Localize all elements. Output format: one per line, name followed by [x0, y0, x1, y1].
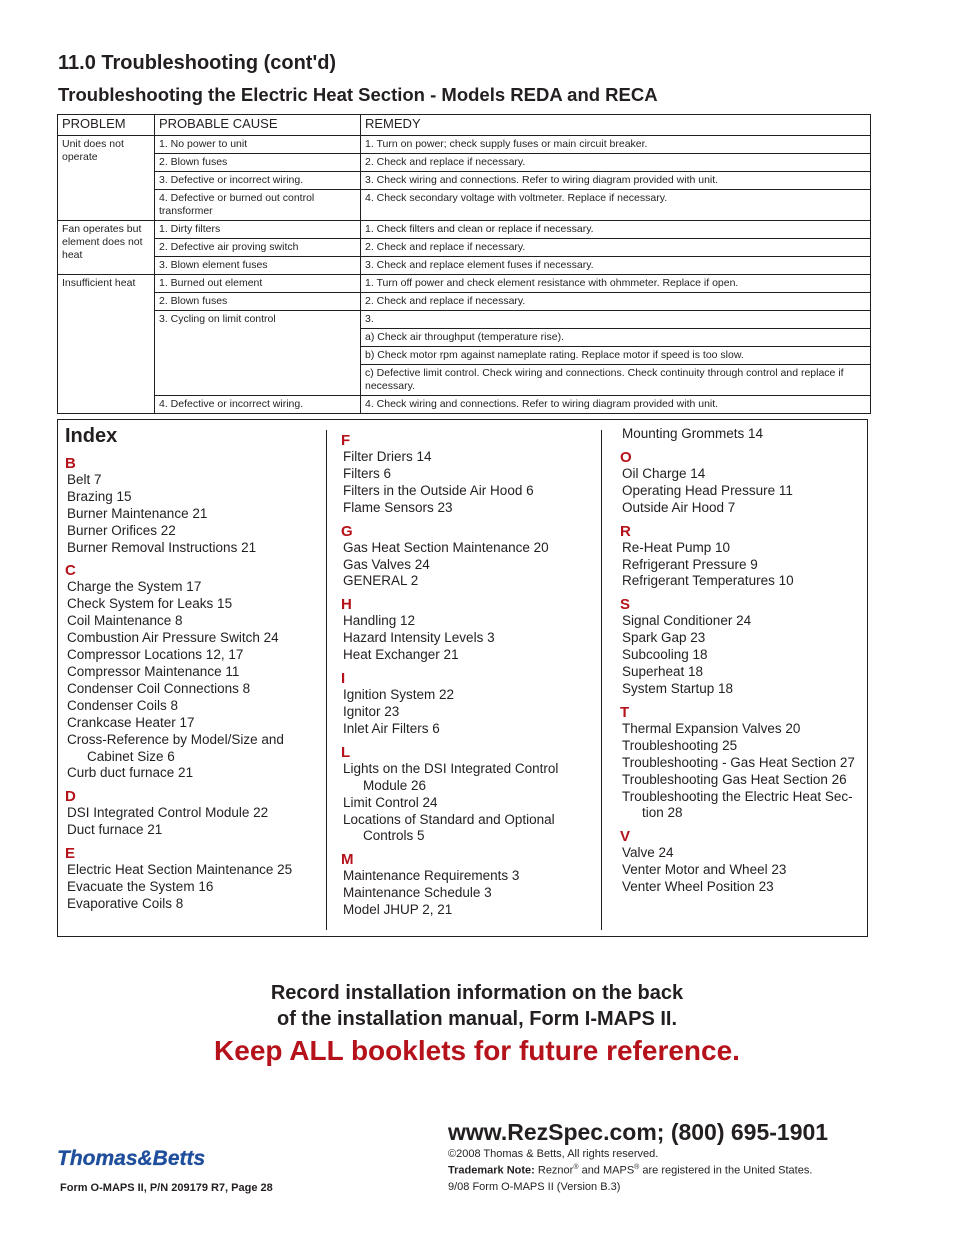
- table-row: [58, 311, 871, 329]
- index-panel: [57, 419, 868, 937]
- index-entry: Burner Orifices 22: [67, 522, 176, 538]
- trademark-note: [448, 1164, 812, 1177]
- copyright-text: ©2008 Thomas & Betts, All rights reserved.: [448, 1148, 659, 1160]
- remedy-cell: b) Check motor rpm against nameplate rating. Replace motor if speed is too slow.: [361, 347, 871, 365]
- index-entry: Evacuate the System 16: [67, 879, 214, 895]
- index-entry: Mounting Grommets 14: [622, 426, 764, 441]
- index-entry: Compressor Locations 12, 17: [67, 647, 244, 663]
- index-entry: Maintenance Schedule 3: [343, 885, 492, 901]
- index-entry: GENERAL 2: [343, 573, 419, 589]
- remedy-cell: 1. Turn off power and check element resistance with ohmmeter. Replace if open.: [361, 275, 871, 293]
- table-row: [58, 190, 871, 221]
- index-entry: Electric Heat Section Maintenance 25: [67, 862, 293, 878]
- index-entry: Ignitor 23: [343, 703, 400, 719]
- index-entry: Heat Exchanger 21: [343, 647, 459, 663]
- table-row: [58, 172, 871, 190]
- index-entry: System Startup 18: [622, 680, 734, 696]
- table-header-cell: PROBABLE CAUSE: [155, 115, 361, 136]
- index-entry: Filters in the Outside Air Hood 6: [343, 482, 534, 498]
- cause-cell: 1. No power to unit: [155, 136, 361, 154]
- index-letter-s: S: [620, 596, 631, 614]
- table-row: [58, 239, 871, 257]
- cause-cell: 3. Defective or incorrect wiring.: [155, 172, 361, 190]
- remedy-cell: 1. Turn on power; check supply fuses or main circuit breaker.: [361, 136, 871, 154]
- index-entry: Burner Removal Instructions 21: [67, 539, 257, 555]
- index-entry: Troubleshooting - Gas Heat Section 27: [622, 754, 855, 770]
- index-entry: Gas Valves 24: [343, 556, 430, 572]
- index-entry: Lights on the DSI Integrated Control Module 26: [343, 760, 559, 793]
- website-phone: www.RezSpec.com; (800) 695-1901: [448, 1119, 829, 1145]
- index-entry: Condenser Coil Connections 8: [67, 680, 251, 696]
- index-entry: Evaporative Coils 8: [67, 895, 184, 911]
- index-entry: Venter Wheel Position 23: [622, 879, 774, 895]
- index-entry: Brazing 15: [67, 488, 132, 504]
- index-entry: Crankcase Heater 17: [67, 714, 195, 730]
- index-title: Index: [65, 425, 118, 447]
- index-entry: Maintenance Requirements 3: [343, 868, 520, 884]
- index-letter-c: C: [65, 562, 76, 580]
- table-header-cell: REMEDY: [361, 115, 871, 136]
- index-entry: Spark Gap 23: [622, 630, 706, 646]
- index-column-3: [620, 420, 865, 896]
- cause-cell: 4. Defective or incorrect wiring.: [155, 396, 361, 414]
- index-entry: Thermal Expansion Valves 20: [622, 720, 801, 736]
- index-column-divider: [326, 430, 327, 930]
- index-entry: Signal Conditioner 24: [622, 613, 752, 629]
- cause-cell: 4. Defective or burned out control transformer: [155, 190, 361, 221]
- problem-cell: Unit does not operate: [58, 136, 155, 221]
- remedy-cell: a) Check air throughput (temperature rise).: [361, 329, 871, 347]
- index-letter-m: M: [341, 851, 354, 869]
- index-entry: Valve 24: [622, 845, 674, 861]
- index-entry: Filter Driers 14: [343, 449, 432, 464]
- index-entry: Refrigerant Pressure 9: [622, 556, 758, 572]
- table-row: [58, 293, 871, 311]
- keep-booklets-notice: Keep ALL booklets for future reference.: [214, 1035, 740, 1066]
- cause-cell: 3. Blown element fuses: [155, 257, 361, 275]
- index-entry: Charge the System 17: [67, 579, 202, 595]
- cause-cell: 2. Blown fuses: [155, 293, 361, 311]
- trademark-text-3: are registered in the United States.: [639, 1164, 813, 1177]
- cause-cell: 1. Dirty filters: [155, 221, 361, 239]
- remedy-cell: 3.: [361, 311, 871, 329]
- remedy-cell: 2. Check and replace if necessary.: [361, 154, 871, 172]
- table-row: [58, 257, 871, 275]
- index-entry: Limit Control 24: [343, 794, 438, 810]
- index-entry: Ignition System 22: [343, 687, 455, 703]
- index-entry: Belt 7: [67, 471, 102, 487]
- index-entry: Check System for Leaks 15: [67, 596, 233, 612]
- table-row: [58, 154, 871, 172]
- cause-cell: 2. Defective air proving switch: [155, 239, 361, 257]
- index-entry: Condenser Coils 8: [67, 697, 179, 713]
- remedy-cell: 1. Check filters and clean or replace if necessary.: [361, 221, 871, 239]
- index-entry: Compressor Maintenance 11: [67, 663, 240, 679]
- index-column-2: [341, 420, 596, 919]
- problem-cell: Insufficient heat: [58, 275, 155, 414]
- logo-text: Thomas&Betts: [57, 1147, 206, 1170]
- version-text: 9/08 Form O-MAPS II (Version B.3): [448, 1181, 621, 1193]
- problem-cell: Fan operates but element does not heat: [58, 221, 155, 275]
- index-letter-b: B: [65, 454, 76, 472]
- index-letter-r: R: [620, 522, 631, 540]
- table-header-row: [58, 115, 871, 136]
- index-entry: Operating Head Pressure 11: [622, 482, 793, 498]
- index-column-divider: [601, 430, 602, 930]
- registered-mark: ®: [573, 1164, 579, 1171]
- remedy-cell: 3. Check wiring and connections. Refer to wiring diagram provided with unit.: [361, 172, 871, 190]
- index-letter-d: D: [65, 788, 76, 806]
- index-letter-f: F: [341, 432, 351, 449]
- index-entry: Superheat 18: [622, 664, 704, 680]
- index-letter-v: V: [620, 828, 631, 846]
- index-entry: Troubleshooting Gas Heat Section 26: [622, 771, 847, 787]
- index-entry: Model JHUP 2, 21: [343, 902, 453, 918]
- index-entry: Outside Air Hood 7: [622, 499, 736, 515]
- remedy-cell: 3. Check and replace element fuses if necessary.: [361, 257, 871, 275]
- table-row: [58, 221, 871, 239]
- index-entry: Re-Heat Pump 10: [622, 539, 731, 555]
- index-entry: Refrigerant Temperatures 10: [622, 573, 794, 589]
- index-entry: Coil Maintenance 8: [67, 613, 183, 629]
- index-entry: Filters 6: [343, 465, 392, 481]
- index-entry: Venter Motor and Wheel 23: [622, 862, 787, 878]
- form-number: Form O-MAPS II, P/N 209179 R7, Page 28: [60, 1182, 273, 1194]
- record-info-line-1: Record installation information on the back: [270, 982, 684, 1004]
- index-entry: Flame Sensors 23: [343, 499, 453, 515]
- index-letter-l: L: [341, 743, 351, 761]
- index-letter-g: G: [341, 522, 353, 540]
- index-letter-h: H: [341, 596, 352, 614]
- remedy-cell: c) Defective limit control. Check wiring and connections. Check continuity through control and replace if necessary.: [361, 365, 871, 396]
- registered-mark: ®: [634, 1164, 640, 1171]
- remedy-cell: 2. Check and replace if necessary.: [361, 293, 871, 311]
- index-letter-i: I: [341, 670, 346, 688]
- index-entry: Duct furnace 21: [67, 822, 163, 838]
- record-info-line-2: of the installation manual, Form I-MAPS II.: [276, 1008, 678, 1030]
- table-row: [58, 136, 871, 154]
- index-entry: Gas Heat Section Maintenance 20: [343, 539, 549, 555]
- cause-cell: 2. Blown fuses: [155, 154, 361, 172]
- cause-cell: 1. Burned out element: [155, 275, 361, 293]
- index-letter-t: T: [620, 703, 630, 721]
- index-entry: Oil Charge 14: [622, 465, 706, 481]
- subsection-heading: Troubleshooting the Electric Heat Section - Models REDA and RECA: [58, 84, 658, 105]
- troubleshooting-table: [57, 114, 871, 414]
- index-entry: Burner Maintenance 21: [67, 505, 208, 521]
- table-header-cell: PROBLEM: [58, 115, 155, 136]
- index-entry: Subcooling 18: [622, 647, 708, 663]
- section-heading: 11.0 Troubleshooting (cont'd): [58, 52, 337, 74]
- index-entry: Troubleshooting 25: [622, 737, 738, 753]
- index-entry: Locations of Standard and Optional Controls 5: [343, 811, 555, 844]
- trademark-label: Trademark Note:: [448, 1164, 535, 1177]
- thomas-betts-logo: [55, 1146, 225, 1170]
- table-row: [58, 275, 871, 293]
- index-column-1: [65, 420, 320, 913]
- index-letter-e: E: [65, 845, 76, 863]
- index-entry: Handling 12: [343, 613, 416, 629]
- index-entry: Combustion Air Pressure Switch 24: [67, 630, 279, 646]
- remedy-cell: 4. Check wiring and connections. Refer to wiring diagram provided with unit.: [361, 396, 871, 414]
- remedy-cell: 2. Check and replace if necessary.: [361, 239, 871, 257]
- index-entry: Curb duct furnace 21: [67, 765, 194, 781]
- trademark-text-2: and MAPS: [578, 1164, 635, 1177]
- cause-cell: 3. Cycling on limit control: [155, 311, 361, 396]
- index-entry: Hazard Intensity Levels 3: [343, 630, 495, 646]
- index-entry: Cross-Reference by Model/Size and Cabinet Size 6: [67, 731, 284, 764]
- index-letter-o: O: [620, 448, 632, 466]
- table-row: [58, 396, 871, 414]
- remedy-cell: 4. Check secondary voltage with voltmeter. Replace if necessary.: [361, 190, 871, 221]
- index-entry: Troubleshooting the Electric Heat Sec-tion 28: [622, 788, 853, 821]
- index-entry: Inlet Air Filters 6: [343, 720, 440, 736]
- index-entry: DSI Integrated Control Module 22: [67, 805, 269, 821]
- trademark-text-1: Reznor: [534, 1164, 574, 1177]
